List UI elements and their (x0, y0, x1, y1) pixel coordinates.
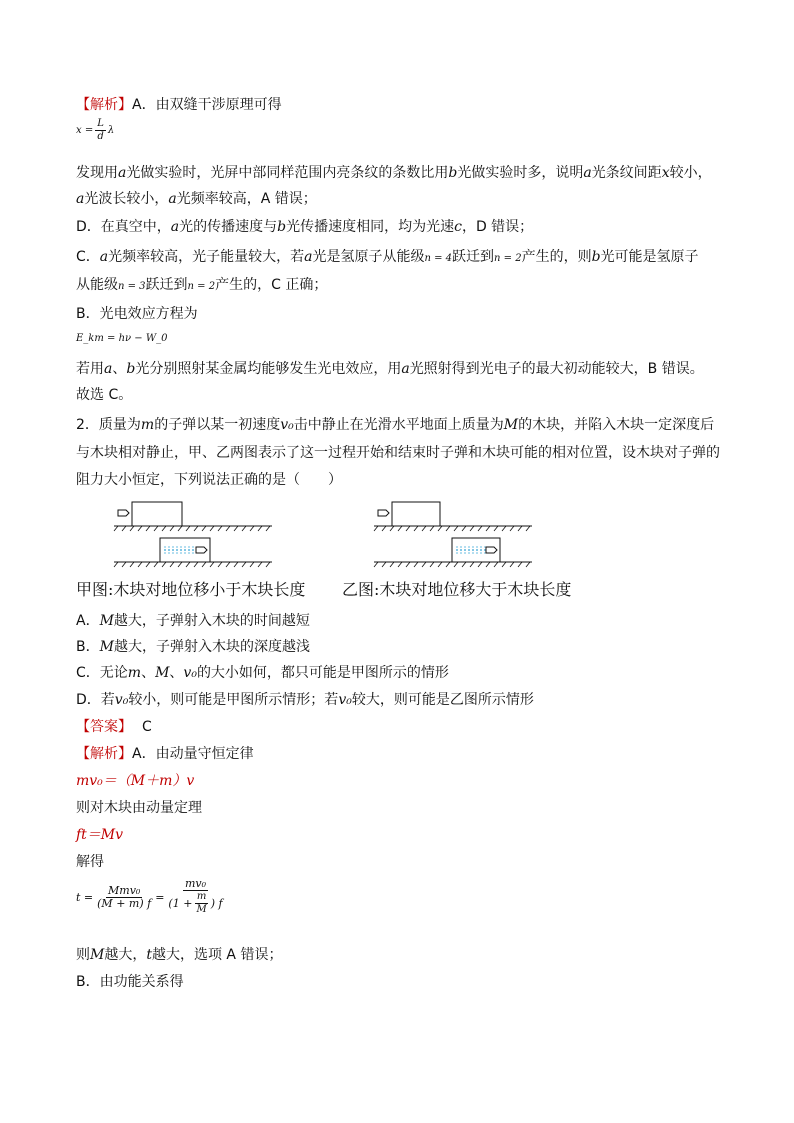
analysis-2-text-3: 则M越大，t越大，选项 A 错误； (76, 947, 283, 963)
analysis-line-a1: 发现用a光做实验时，光屏中部同样范围内亮条纹的条数比用b光做实验时多，说明a光条纹间距x较小， (76, 165, 712, 181)
jia-ground-bottom-hatch (114, 562, 270, 567)
jia-bullet-start (118, 510, 129, 516)
analysis-2-b-intro: B．由功能关系得 (76, 974, 184, 990)
yi-ground-bottom-hatch (374, 562, 530, 567)
eq-time-solution: t = $\frac{\text{Mmv₀}}{(M + m) f}$ = mv₀ (1 + $\frac{m}{M}$ ) f (76, 877, 223, 915)
option-a[interactable]: A．M越大，子弹射入木块的时间越短 (76, 613, 310, 629)
answer-value: C (142, 719, 152, 735)
analysis-2-header: 【解析】A．由动量守恒定律 (76, 746, 254, 762)
question-2-line-3: 阻力大小恒定，下列说法正确的是（ ） (76, 472, 342, 488)
analysis-2-text-1: 则对木块由动量定理 (76, 800, 202, 816)
yi-bullet-end (486, 547, 497, 553)
yi-block-start (392, 502, 440, 526)
analysis-line-d: D．在真空中，a光的传播速度与b光传播速度相同，均为光速c，D 错误； (76, 219, 534, 235)
yi-bullet-start (378, 510, 389, 516)
analysis-a-intro: A．由双缝干涉原理可得 (132, 97, 282, 113)
analysis-2-label: 【解析】 (76, 746, 132, 762)
analysis-label: 【解析】 (76, 97, 132, 113)
analysis-line-a2: a光波长较小，a光频率较高，A 错误； (76, 191, 317, 207)
analysis-line-b-intro: B．光电效应方程为 (76, 306, 198, 322)
jia-bullet-end (196, 547, 207, 553)
question-2-line-2: 与木块相对静止，甲、乙两图表示了这一过程开始和结束时子弹和木块可能的相对位置，设木块对子弹的 (76, 445, 720, 461)
option-c[interactable]: C．无论m、M、v₀的大小如何，都只可能是甲图所示的情形 (76, 665, 449, 681)
eq-momentum: mv₀＝（M＋m）v (76, 773, 195, 789)
formula-photoelectric: E_km = hν − W_0 (76, 333, 168, 344)
answer-label: 【答案】 (76, 719, 132, 735)
question-2-line-1: 2．质量为m的子弹以某一初速度v₀击中静止在光滑水平地面上质量为M的木块，并陷入木块一定深度后 (76, 417, 715, 433)
jia-block-start (132, 502, 182, 526)
eq-impulse: ft＝Mv (76, 827, 124, 843)
analysis-choose: 故选 C。 (76, 387, 133, 403)
analysis-2-text-2: 解得 (76, 854, 104, 870)
analysis-line-b2: 若用a、b光分别照射某金属均能够发生光电效应，用a光照射得到光电子的最大初动能较大，B 错误。 (76, 361, 704, 377)
analysis-line-c2: 从能级n = 3跃迁到n = 2产生的，C 正确； (76, 277, 328, 293)
caption-yi: 乙图:木块对地位移大于木块长度 (342, 580, 572, 599)
jia-ground-top-hatch (114, 526, 270, 531)
option-d[interactable]: D．若v₀较小，则可能是甲图所示情形；若v₀较大，则可能是乙图所示情形 (76, 692, 534, 708)
analysis-line-c1: C．a光频率较高，光子能量较大，若a光是氢原子从能级n = 4跃迁到n = 2产生的，则b光可能是氢原子 (76, 249, 699, 265)
figure-jia (112, 500, 274, 570)
formula-double-slit: x = $\frac{L}{d}$ λ (76, 118, 115, 142)
answer-2 (76, 718, 152, 736)
yi-ground-top-hatch (374, 526, 530, 531)
caption-jia: 甲图:木块对地位移小于木块长度 (76, 580, 306, 599)
analysis-1-header (76, 96, 282, 114)
option-b[interactable]: B．M越大，子弹射入木块的深度越浅 (76, 639, 310, 655)
figure-yi (372, 500, 534, 570)
